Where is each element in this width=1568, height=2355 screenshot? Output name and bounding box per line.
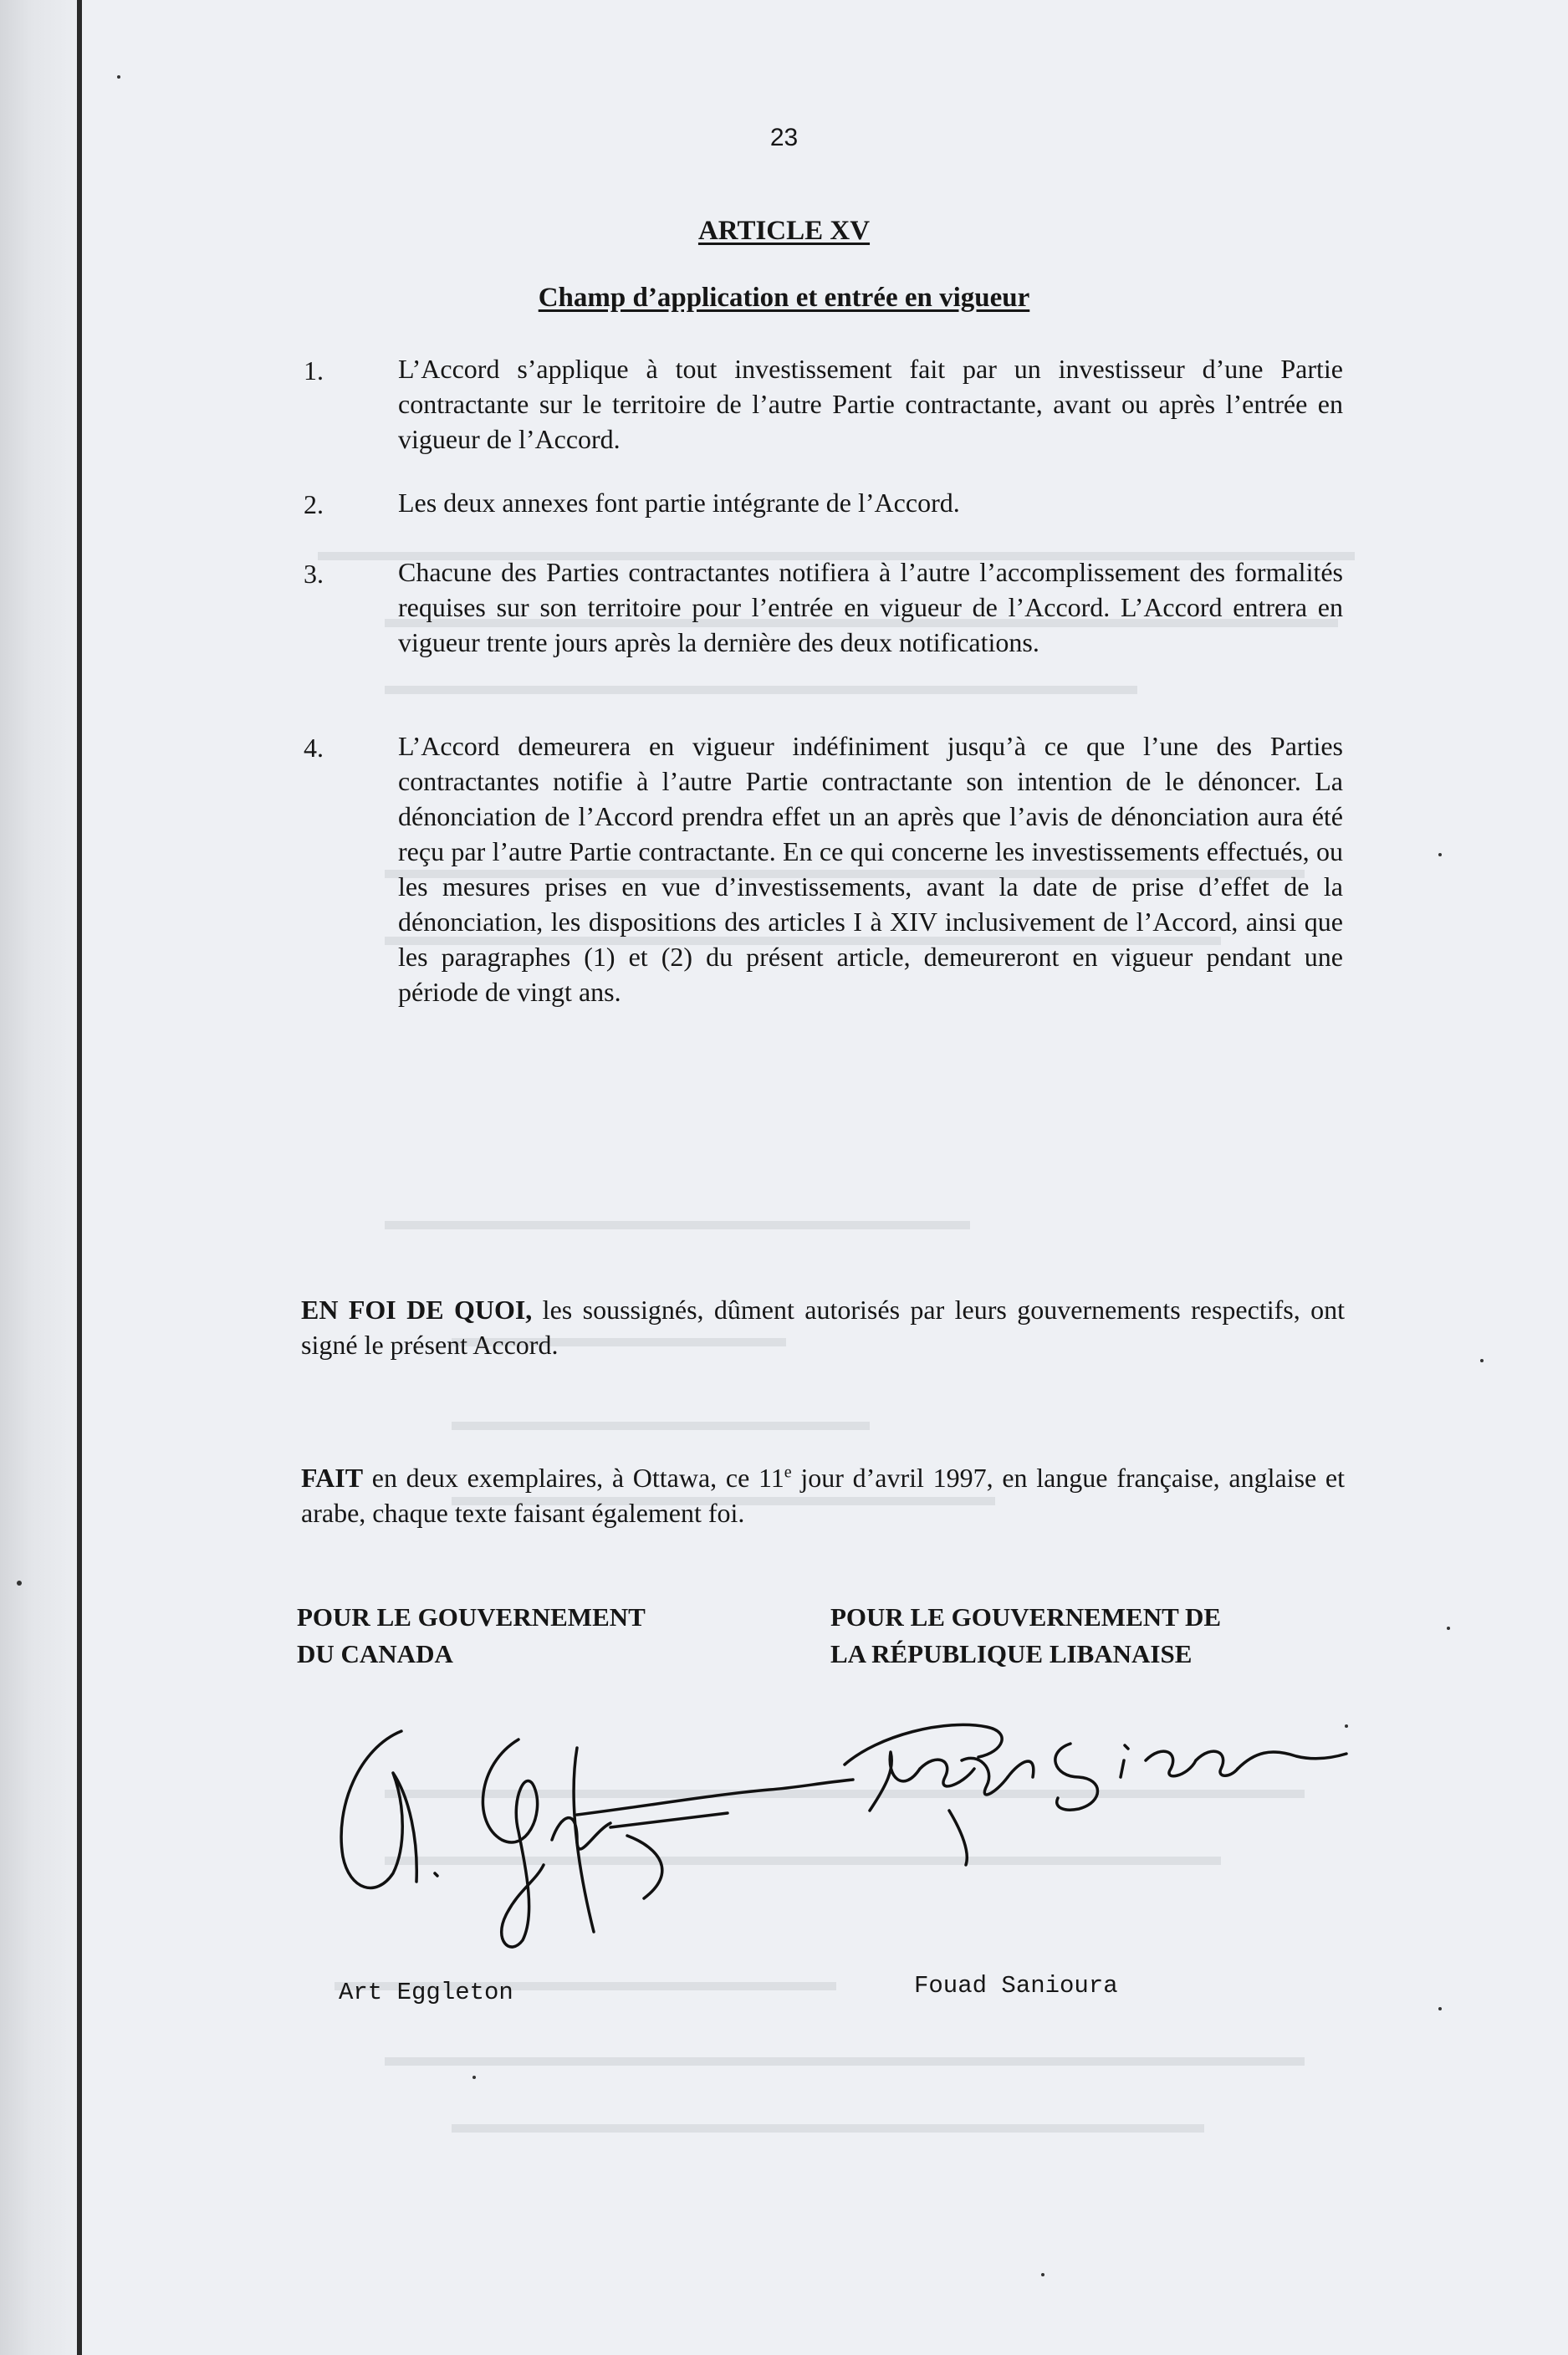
binding-shadow [0,0,79,2355]
witness-clause [301,1292,1345,1362]
paragraph-text: L’Accord demeurera en vigueur indéfiniment jusqu’à ce que l’une des Parties contractantes notifie à l’autre Partie contractante son intention de le dénoncer. La dénonciation de l’Accord prendra effet un an après que l’avis de dénonciation aura été reçu par l’autre Partie contractante. En ce qui concerne les investissements effectués, ou les mesures prises en vue d’investissements, avant la date de prise d’effet de la dénonciation, les dispositions des articles I à XIV inclusivement de l’Accord, ainsi que les paragraphes (1) et (2) du présent article, demeureront en vigueur pendant une période de vingt ans. [398,731,1343,1007]
scan-speck [1447,1627,1450,1630]
done-at-text: en deux exemplaires, à Ottawa, ce 11 [363,1463,784,1493]
signature-canada [326,1714,861,1965]
signatory-canada-line2: DU CANADA [297,1639,453,1668]
signatory-canada-line1: POUR LE GOUVERNEMENT [297,1602,646,1632]
scan-speck [1480,1359,1484,1362]
signatory-lebanon-line1: POUR LE GOUVERNEMENT DE [830,1602,1222,1632]
article-title: ARTICLE XV [697,216,871,246]
paragraph-text: Chacune des Parties contractantes notifiera à l’autre l’accomplissement des formalités requises sur son territoire pour l’entrée en vigueur de l’Accord. L’Accord entrera en vigueur trente jours après la dernière des deux notifications. [398,557,1343,657]
done-at-text-cont: jour d’avril 1997, en langue française, anglaise et arabe, chaque texte faisant également foi. [301,1463,1346,1528]
signatory-lebanon-line2: LA RÉPUBLIQUE LIBANAISE [830,1639,1193,1668]
done-at-lead: FAIT [301,1463,364,1493]
ordinal-suffix: e [784,1463,792,1482]
binding-edge [77,0,82,2355]
paragraph-text: Les deux annexes font partie intégrante de l’Accord. [398,488,960,518]
scan-speck [117,75,120,79]
typed-name-canada: Art Eggleton [339,1979,513,2006]
signatory-lebanon [830,1599,1221,1673]
witness-text: les soussignés, dûment autorisés par leurs gouvernements respectifs, ont signé le présent Accord. [301,1295,1346,1360]
article-subtitle: Champ d’application et entrée en vigueur [538,283,1030,313]
scan-speck [1345,1724,1348,1728]
paragraph-number: 4. [304,733,324,763]
done-at-clause [301,1460,1345,1530]
paragraph-number: 3. [304,559,324,589]
scan-speck [1438,2007,1442,2010]
paragraph-number: 2. [304,489,324,519]
scan-speck [17,1581,22,1586]
typed-name-lebanon: Fouad Sanioura [914,1972,1118,2000]
signatory-canada [297,1599,646,1673]
signature-lebanon [828,1685,1363,1877]
paragraph-number: 1. [304,355,324,386]
scan-speck [1438,853,1442,856]
page-number: 23 [769,124,799,151]
paragraph-text: L’Accord s’applique à tout investissement fait par un investisseur d’une Partie contractante sur le territoire de l’autre Partie contractante, avant ou après l’entrée en vigueur de l’Accord. [398,354,1343,454]
witness-lead: EN FOI DE QUOI, [301,1295,533,1325]
scan-speck [472,2076,476,2079]
scan-speck [1041,2273,1044,2276]
